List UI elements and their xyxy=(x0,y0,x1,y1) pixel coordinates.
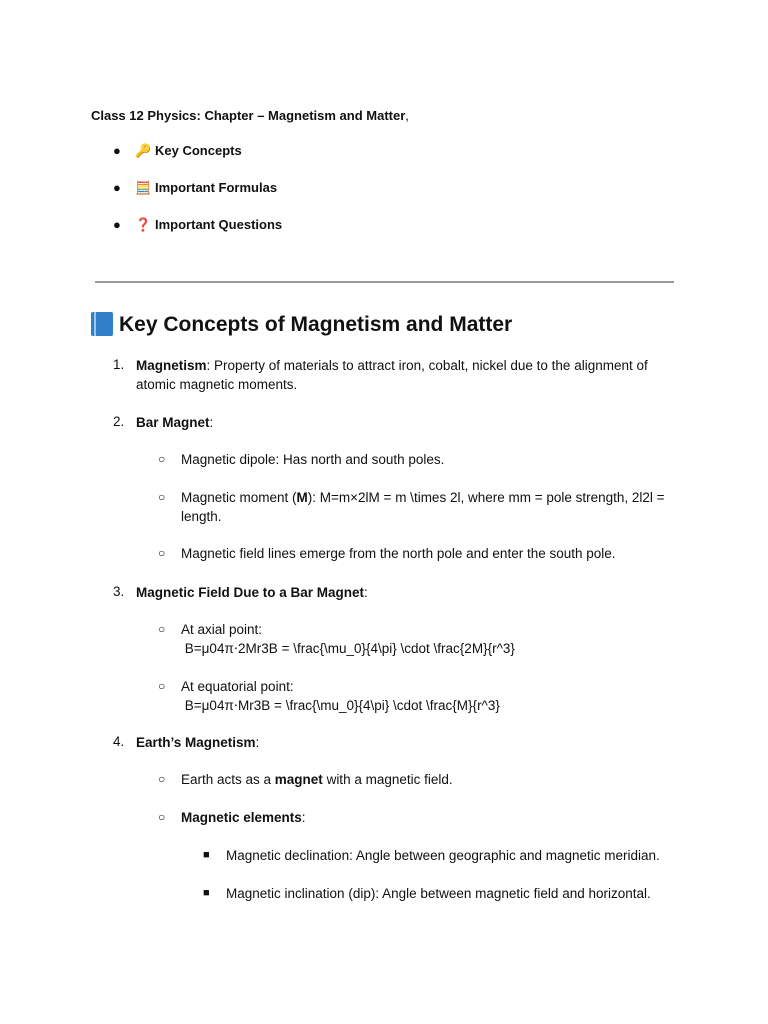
horizontal-divider xyxy=(95,281,674,283)
section-heading: Key Concepts of Magnetism and Matter xyxy=(91,312,512,337)
toc-item-important-formulas[interactable]: ● 🧮 Important Formulas xyxy=(113,180,278,196)
list-item-field-bar-magnet: Magnetic Field Due to a Bar Magnet: xyxy=(136,585,368,600)
bullet-disc: ● xyxy=(113,143,121,158)
list-item-equatorial-point: At equatorial point: B=μ04π⋅Mr3B = \frac{\mu_0}{4\pi} \cdot \frac{M}{r^3} xyxy=(181,679,500,713)
document-title: Class 12 Physics: Chapter – Magnetism and Matter, xyxy=(91,108,409,123)
list-item-declination: Magnetic declination: Angle between geographic and magnetic meridian. xyxy=(226,848,660,863)
list-item-magnetic-elements: Magnetic elements: xyxy=(181,810,306,825)
bullet-circle: ○ xyxy=(158,490,166,504)
formula-equatorial: B=μ04π⋅Mr3B = \frac{\mu_0}{4\pi} \cdot \frac{M}{r^3} xyxy=(184,698,500,713)
list-item-inclination: Magnetic inclination (dip): Angle between magnetic field and horizontal. xyxy=(226,886,651,901)
formula-axial: B=μ04π⋅2Mr3B = \frac{\mu_0}{4\pi} \cdot \frac{2M}{r^3} xyxy=(184,641,515,656)
bullet-circle: ○ xyxy=(158,772,166,786)
bullet-circle: ○ xyxy=(158,546,166,560)
bullet-square: ■ xyxy=(203,887,210,899)
toc-item-key-concepts[interactable]: ● 🔑 Key Concepts xyxy=(113,143,242,159)
bullet-circle: ○ xyxy=(158,810,166,824)
list-item-earth-magnet: Earth acts as a magnet with a magnetic field. xyxy=(181,772,453,787)
list-item-magnetic-dipole: Magnetic dipole: Has north and south poles. xyxy=(181,452,445,467)
list-item-field-lines: Magnetic field lines emerge from the north pole and enter the south pole. xyxy=(181,546,616,561)
list-item-magnetism: Magnetism: Property of materials to attract iron, cobalt, nickel due to the alignment of atomic magnetic moments. xyxy=(136,358,648,392)
bullet-circle: ○ xyxy=(158,452,166,466)
bullet-disc: ● xyxy=(113,217,121,232)
list-item-axial-point: At axial point: B=μ04π⋅2Mr3B = \frac{\mu_0}{4\pi} \cdot \frac{2M}{r^3} xyxy=(181,622,515,656)
toc-item-important-questions[interactable]: ● ❓ Important Questions xyxy=(113,217,283,233)
question-mark-icon: ❓ xyxy=(135,218,152,233)
list-item-bar-magnet: Bar Magnet: xyxy=(136,415,214,430)
bullet-square: ■ xyxy=(203,849,210,861)
key-icon: 🔑 xyxy=(135,144,152,159)
list-item-magnetic-moment: Magnetic moment (M): M=m×2lM = m \times 2l, where mm = pole strength, 2l2l = length. xyxy=(181,490,665,524)
list-number: 2. xyxy=(113,414,125,429)
blue-book-icon xyxy=(91,312,113,336)
list-item-earths-magnetism: Earth’s Magnetism: xyxy=(136,735,260,750)
bullet-circle: ○ xyxy=(158,679,166,693)
list-number: 1. xyxy=(113,357,125,372)
abacus-icon: 🧮 xyxy=(135,181,152,196)
list-number: 3. xyxy=(113,584,125,599)
bullet-circle: ○ xyxy=(158,622,166,636)
list-number: 4. xyxy=(113,734,125,749)
bullet-disc: ● xyxy=(113,180,121,195)
